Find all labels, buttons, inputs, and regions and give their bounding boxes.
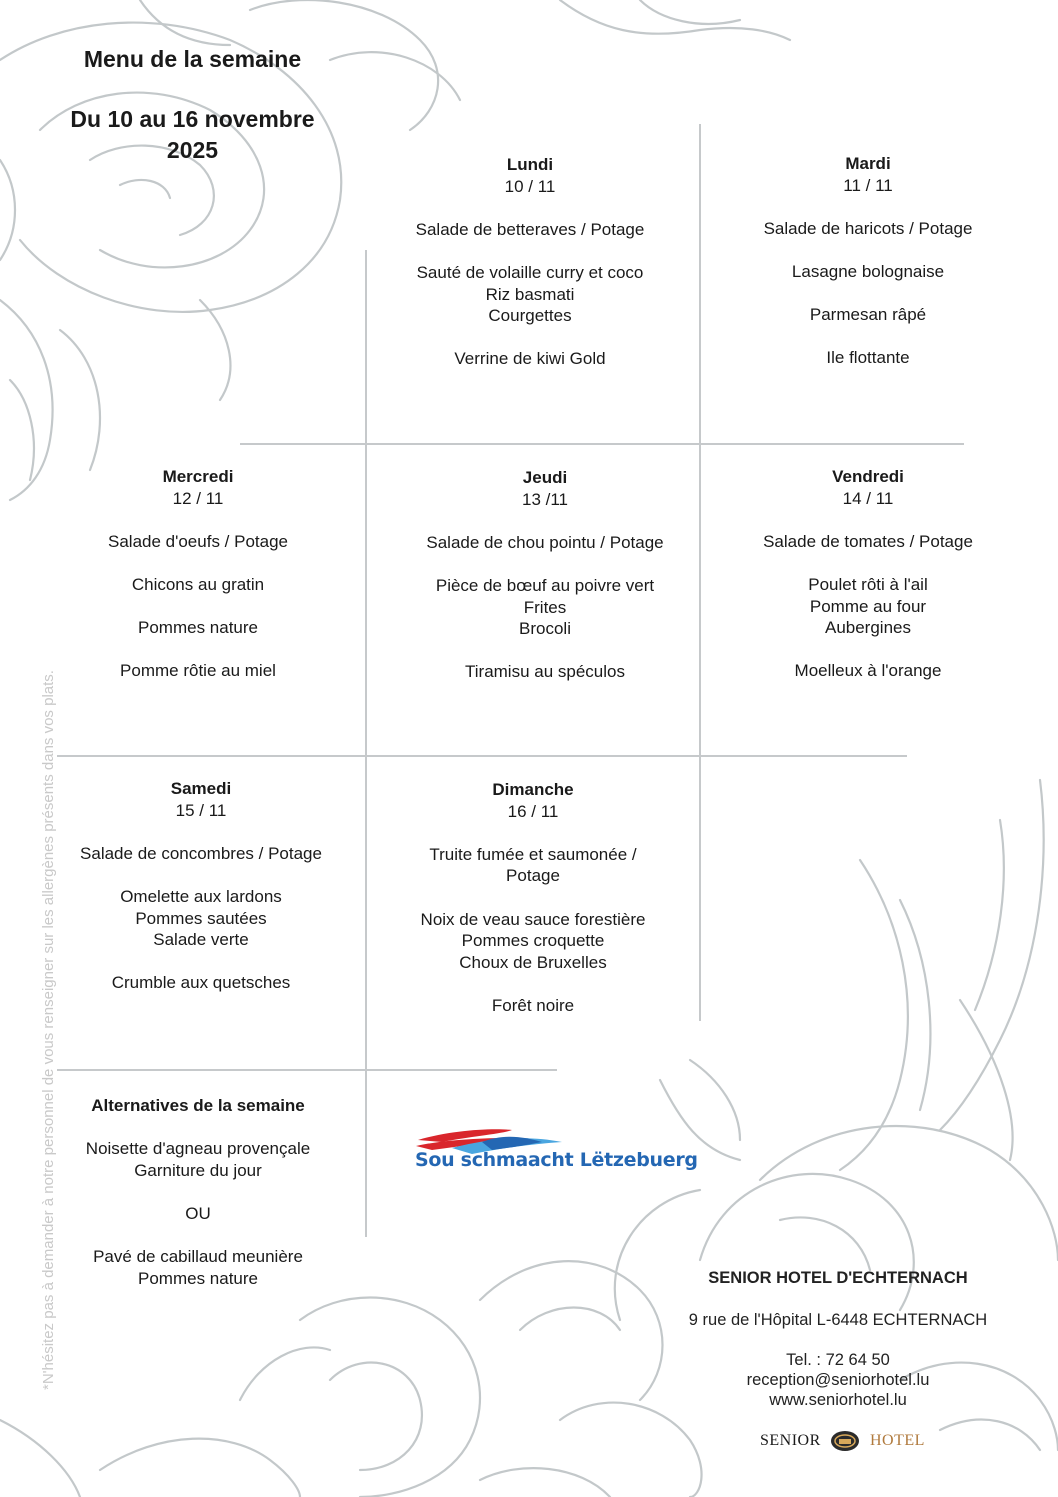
menu-item: Truite fumée et saumonée / bbox=[429, 844, 637, 864]
alternative-item: Noisette d'agneau provençale bbox=[85, 1139, 311, 1159]
menu-item: Pomme au four bbox=[809, 596, 927, 616]
menu-item: Salade de haricots / Potage bbox=[763, 218, 973, 238]
alternative-item: OU bbox=[185, 1203, 211, 1223]
menu-item: Parmesan râpé bbox=[809, 305, 927, 325]
day-saturday bbox=[51, 778, 351, 994]
day-name: Mercredi bbox=[162, 467, 234, 486]
menu-item: Omelette aux lardons bbox=[120, 886, 282, 906]
page-title: Menu de la semaine bbox=[83, 46, 302, 72]
spacer bbox=[718, 552, 1018, 574]
menu-item: Salade de tomates / Potage bbox=[763, 531, 973, 551]
hotel-website[interactable]: www.seniorhotel.lu bbox=[769, 1391, 907, 1409]
day-name: Mardi bbox=[845, 154, 891, 173]
spacer bbox=[395, 510, 695, 532]
day-monday bbox=[380, 154, 680, 370]
alternatives-title: Alternatives de la semaine bbox=[91, 1096, 305, 1115]
spacer bbox=[395, 553, 695, 575]
menu-item: Verrine de kiwi Gold bbox=[454, 349, 606, 369]
spacer bbox=[718, 239, 1018, 261]
alternatives-section bbox=[48, 1095, 348, 1289]
spacer bbox=[380, 197, 680, 219]
hotel-name: SENIOR HOTEL D'ECHTERNACH bbox=[708, 1269, 968, 1287]
menu-item: Moelleux à l'orange bbox=[794, 661, 942, 681]
allergen-note: *N'hésitez pas à demander à notre personnel de vous renseigner sur les allergènes présents dans vos plats. bbox=[40, 670, 57, 1390]
day-name: Dimanche bbox=[492, 780, 574, 799]
day-wednesday bbox=[48, 466, 348, 682]
grid-line bbox=[57, 755, 907, 757]
spacer bbox=[718, 283, 1018, 305]
spacer bbox=[380, 327, 680, 349]
menu-item: Sauté de volaille curry et coco bbox=[416, 262, 644, 282]
day-date: 10 / 11 bbox=[504, 176, 556, 196]
day-name: Jeudi bbox=[522, 468, 568, 487]
date-range-line2: 2025 bbox=[166, 137, 219, 163]
day-date: 13 /11 bbox=[521, 489, 568, 509]
brand-word-senior: SENIOR bbox=[760, 1432, 821, 1449]
spacer bbox=[718, 639, 1018, 661]
spacer bbox=[395, 640, 695, 662]
day-sunday bbox=[383, 779, 683, 1017]
spacer bbox=[48, 596, 348, 618]
spacer bbox=[48, 552, 348, 574]
hotel-emblem-icon bbox=[830, 1430, 860, 1452]
menu-item: Choux de Bruxelles bbox=[459, 952, 607, 972]
day-name: Lundi bbox=[506, 155, 554, 174]
menu-item: Aubergines bbox=[824, 618, 911, 638]
hotel-email[interactable]: reception@seniorhotel.lu bbox=[746, 1371, 930, 1389]
menu-item: Brocoli bbox=[519, 619, 571, 639]
date-range-line1: Du 10 au 16 novembre bbox=[70, 106, 315, 132]
day-name: Vendredi bbox=[832, 467, 904, 486]
day-date: 15 / 11 bbox=[175, 800, 227, 820]
spacer bbox=[718, 509, 1018, 531]
menu-item: Pommes croquette bbox=[461, 931, 605, 951]
menu-item: Pièce de bœuf au poivre vert bbox=[435, 575, 655, 595]
menu-item: Salade de concombres / Potage bbox=[80, 843, 322, 863]
menu-item: Lasagne bolognaise bbox=[791, 261, 945, 281]
spacer bbox=[51, 821, 351, 843]
menu-item: Chicons au gratin bbox=[131, 574, 265, 594]
alternative-item: Pommes nature bbox=[138, 1268, 258, 1288]
menu-item: Pommes nature bbox=[138, 618, 258, 638]
grid-line bbox=[699, 124, 701, 1021]
hotel-address: 9 rue de l'Hôpital L-6448 ECHTERNACH bbox=[688, 1311, 988, 1329]
spacer bbox=[383, 887, 683, 909]
sou-schmaacht-logo bbox=[412, 1122, 698, 1180]
menu-item: Courgettes bbox=[488, 306, 572, 326]
logo-text: Sou schmaacht Lëtzebuerg bbox=[415, 1149, 698, 1171]
menu-item: Salade de chou pointu / Potage bbox=[426, 532, 664, 552]
alternative-item: Pavé de cabillaud meunière bbox=[93, 1247, 303, 1267]
grid-line bbox=[57, 1069, 557, 1071]
alternative-item: Garniture du jour bbox=[134, 1160, 262, 1180]
spacer bbox=[48, 509, 348, 531]
menu-item: Pommes sautées bbox=[135, 908, 267, 928]
menu-item: Salade verte bbox=[153, 930, 249, 950]
menu-item: Frites bbox=[523, 597, 567, 617]
menu-item: Poulet rôti à l'ail bbox=[808, 574, 928, 594]
day-date: 12 / 11 bbox=[172, 488, 224, 508]
spacer bbox=[51, 864, 351, 886]
spacer bbox=[383, 822, 683, 844]
menu-item: Potage bbox=[506, 866, 560, 886]
menu-item: Ile flottante bbox=[826, 348, 910, 368]
menu-item: Crumble aux quetsches bbox=[111, 973, 291, 993]
day-date: 11 / 11 bbox=[843, 175, 893, 195]
spacer bbox=[48, 1181, 348, 1203]
menu-item: Pomme rôtie au miel bbox=[120, 661, 276, 681]
spacer bbox=[48, 1225, 348, 1247]
spacer bbox=[718, 326, 1018, 348]
day-name: Samedi bbox=[170, 779, 232, 798]
menu-item: Noix de veau sauce forestière bbox=[420, 909, 646, 929]
day-friday bbox=[718, 466, 1018, 682]
spacer bbox=[51, 951, 351, 973]
menu-item: Salade de betteraves / Potage bbox=[415, 219, 645, 239]
spacer bbox=[48, 639, 348, 661]
day-date: 16 / 11 bbox=[507, 801, 559, 821]
day-thursday bbox=[395, 467, 695, 683]
brand-word-hotel: HOTEL bbox=[870, 1432, 925, 1449]
menu-item: Forêt noire bbox=[491, 995, 575, 1015]
spacer bbox=[718, 196, 1018, 218]
day-date: 14 / 11 bbox=[842, 488, 894, 508]
grid-line bbox=[240, 443, 964, 445]
menu-item: Salade d'oeufs / Potage bbox=[108, 531, 288, 551]
spacer bbox=[383, 973, 683, 995]
grid-line bbox=[365, 250, 367, 1237]
spacer bbox=[48, 1117, 348, 1139]
menu-item: Tiramisu au spéculos bbox=[465, 662, 625, 682]
hotel-phone: Tel. : 72 64 50 bbox=[786, 1351, 890, 1369]
day-tuesday bbox=[718, 153, 1018, 369]
senior-hotel-logo bbox=[760, 1430, 930, 1456]
spacer bbox=[380, 240, 680, 262]
menu-item: Riz basmati bbox=[485, 284, 575, 304]
